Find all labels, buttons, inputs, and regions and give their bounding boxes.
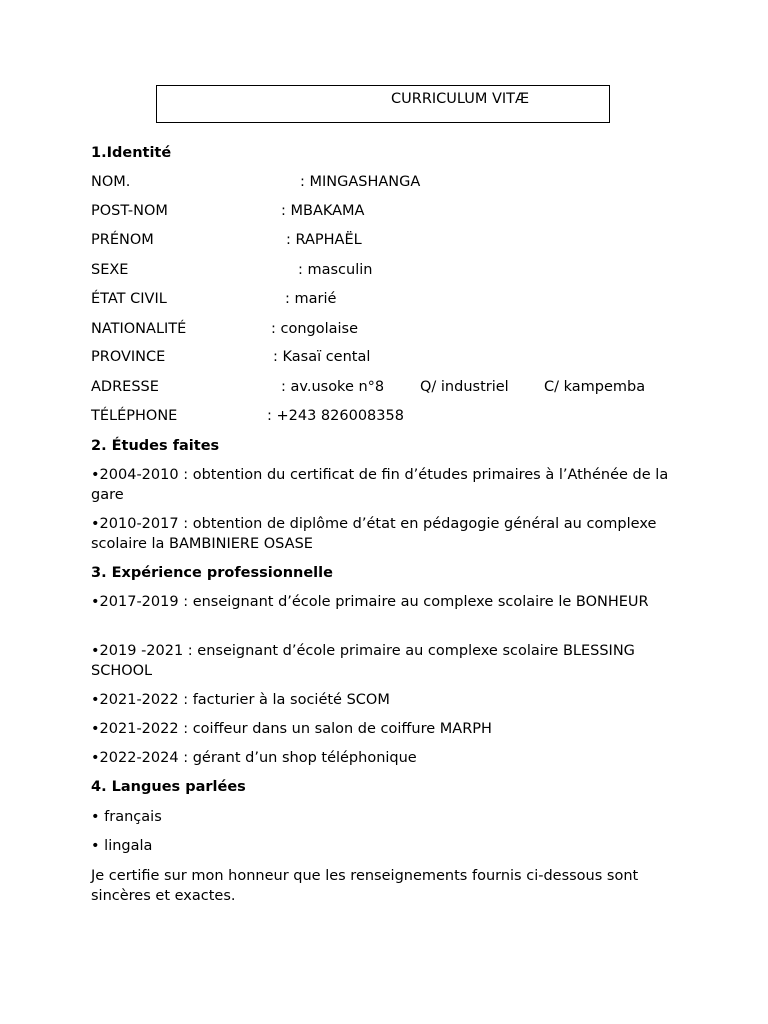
field-label-prenom: PRÉNOM [91,232,154,248]
field-label-postnom: POST-NOM [91,203,168,219]
document-title: CURRICULUM VITÆ [391,91,530,107]
field-value-nom: : MINGASHANGA [300,174,421,190]
studies-item: •2004-2010 : obtention du certificat de fin d’études primaires à l’Athénée de la gare [91,467,669,503]
language-item: • français [91,809,162,825]
experience-item: •2021-2022 : coiffeur dans un salon de coiffure MARPH [91,721,492,737]
title-box [156,85,610,123]
address-quartier: Q/ industriel [420,379,509,395]
certification-statement: Je certifie sur mon honneur que les renseignements fournis ci-dessous sont sincères et exactes. [91,868,639,904]
field-value-nationalite: : congolaise [271,321,359,337]
field-value-sexe: : masculin [298,262,373,278]
field-label-adresse: ADRESSE [91,379,159,395]
field-label-nationalite: NATIONALITÉ [91,321,187,337]
field-label-etat-civil: ÉTAT CIVIL [91,291,167,307]
field-value-prenom: : RAPHAËL [286,232,362,248]
field-label-telephone: TÉLÉPHONE [91,408,178,424]
field-value-telephone: : +243 826008358 [267,408,404,424]
experience-item: •2019 -2021 : enseignant d’école primaire au complexe scolaire BLESSING SCHOOL [91,643,635,679]
experience-item: •2022-2024 : gérant d’un shop téléphonique [91,750,417,766]
address-commune: C/ kampemba [544,379,646,395]
field-label-sexe: SEXE [91,262,129,278]
field-label-province: PROVINCE [91,349,166,365]
studies-item: •2010-2017 : obtention de diplôme d’état en pédagogie général au complexe scolaire la BAMBINIERE OSASE [91,516,657,552]
identity-heading: 1.Identité [91,145,172,161]
field-label-nom: NOM. [91,174,131,190]
experience-item: •2017-2019 : enseignant d’école primaire au complexe scolaire le BONHEUR [91,594,649,610]
experience-item: •2021-2022 : facturier à la société SCOM [91,692,390,708]
field-value-adresse: : av.usoke n°8 [281,379,385,395]
field-value-postnom: : MBAKAMA [281,203,365,219]
field-value-province: : Kasaï cental [273,349,371,365]
field-value-etat-civil: : marié [285,291,337,307]
experience-heading: 3. Expérience professionnelle [91,565,333,581]
language-item: • lingala [91,838,153,854]
studies-heading: 2. Études faites [91,438,220,454]
languages-heading: 4. Langues parlées [91,779,246,795]
